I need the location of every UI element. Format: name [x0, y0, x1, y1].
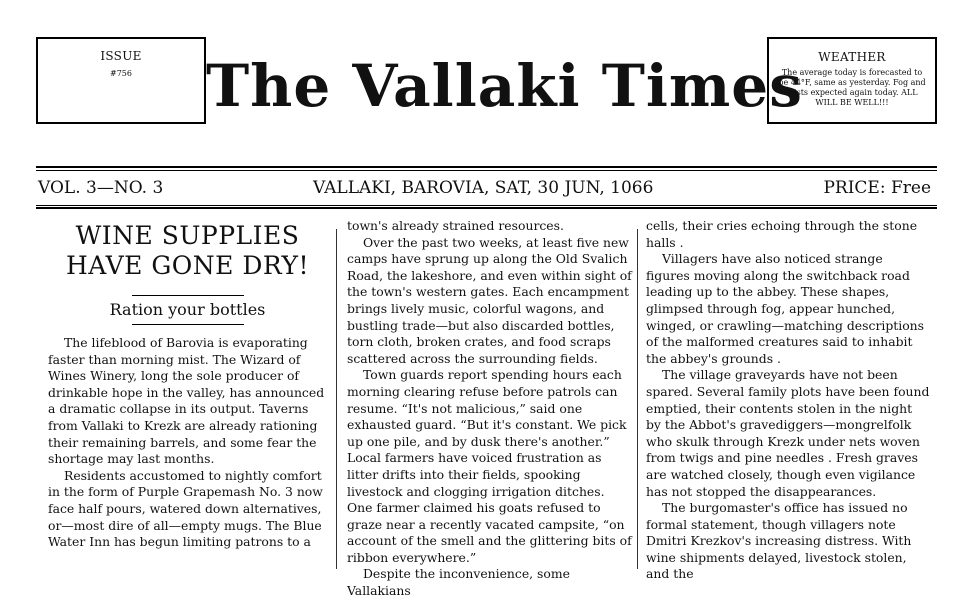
article-paragraph: The burgomaster's office has issued no formal statement, though villagers note Dmitri Krezkov's increasing distress. With wine shipments delayed, livestock stolen, and the: [646, 500, 912, 582]
article-column-3: [646, 218, 930, 583]
issue-number: #756: [110, 69, 132, 78]
article-subheadline: Ration your bottles: [109, 300, 266, 319]
newspaper-masthead: The Vallaki Times: [206, 52, 803, 120]
article-column-1: [48, 218, 327, 551]
issue-box: [36, 37, 206, 124]
article-column-2: [347, 218, 632, 600]
column-divider: [336, 229, 337, 569]
weather-forecast-text: The average today is forecasted to be 44°F, same as yesterday. Fog and mists expected again today. ALL WILL BE WELL!!!: [778, 68, 926, 107]
volume-number: VOL. 3—NO. 3: [38, 178, 164, 198]
divider-rule: [36, 170, 937, 171]
article-headline: WINE SUPPLIES HAVE GONE DRY!: [65, 221, 310, 280]
subheadline-block: [48, 295, 327, 325]
column-divider: [637, 229, 638, 569]
divider-rule: [36, 207, 937, 209]
weather-label: WEATHER: [818, 50, 886, 64]
article-paragraph: Villagers have also noticed strange figures moving along the switchback road leading up to the abbey. These shapes, glimpsed through fog, appear hunched, winged, or crawling—matching descriptions of the malformed creatures said to inhabit the abbey's grounds .: [646, 251, 924, 366]
article-body: [48, 335, 327, 551]
article-paragraph: Residents accustomed to nightly comfort in the form of Purple Grapemash No. 3 now face half pours, watered down alternatives, or—most dire of all—empty mugs. The Blue Water Inn has begun limiting patrons to a: [48, 467, 323, 550]
price-label: PRICE: Free: [823, 178, 931, 198]
article-paragraph: The village graveyards have not been spared. Several family plots have been found emptied, their contents stolen in the night by the Abbot's gravediggers—mongrelfolk who skulk through Krezk under nets woven from twigs and pine needles . Fresh graves are watched closely, though even vigilance has not stopped the disappearances.: [646, 367, 930, 499]
article-paragraph: cells, their cries echoing through the stone halls .: [646, 218, 918, 250]
article-paragraph: Over the past two weeks, at least five new camps have sprung up along the Old Svalich Road, the lakeshore, and even within sight of the town's western gates. Each encampment brings lively music, colorful wagons, and bustling trade—but also discarded bottles, torn cloth, broken crates, and food scraps scattered across the surrounding fields.: [347, 234, 632, 366]
article-paragraph: Town guards report spending hours each morning clearing refuse before patrols can resume. “It's not malicious,” said one exhausted guard. “But it's constant. We pick up one pile, and by dusk there's another.” Local farmers have voiced frustration as litter drifts into their fields, spooking livestock and clogging irrigation ditches. One farmer claimed his goats refused to graze near a recently vacated campsite, “on account of the smell and the glittering bits of ribbon everywhere.”: [347, 367, 632, 565]
issue-label: ISSUE: [100, 49, 142, 63]
divider-rule: [132, 324, 244, 325]
divider-rule: [36, 166, 937, 168]
article-paragraph: Despite the inconvenience, some Vallakians: [347, 566, 570, 599]
article-paragraph: town's already strained resources.: [347, 218, 564, 233]
article-paragraph: The lifeblood of Barovia is evaporating faster than morning mist. The Wizard of Wines Winery, long the sole producer of drinkable hope in the valley, has announced a dramatic collapse in its output. Taverns from Vallaki to Krezk are already rationing their remaining barrels, and some fear the shortage may last months.: [48, 335, 325, 467]
divider-rule: [36, 205, 937, 206]
place-and-date: VALLAKI, BAROVIA, SAT, 30 JUN, 1066: [313, 178, 654, 198]
weather-box: [767, 37, 937, 124]
